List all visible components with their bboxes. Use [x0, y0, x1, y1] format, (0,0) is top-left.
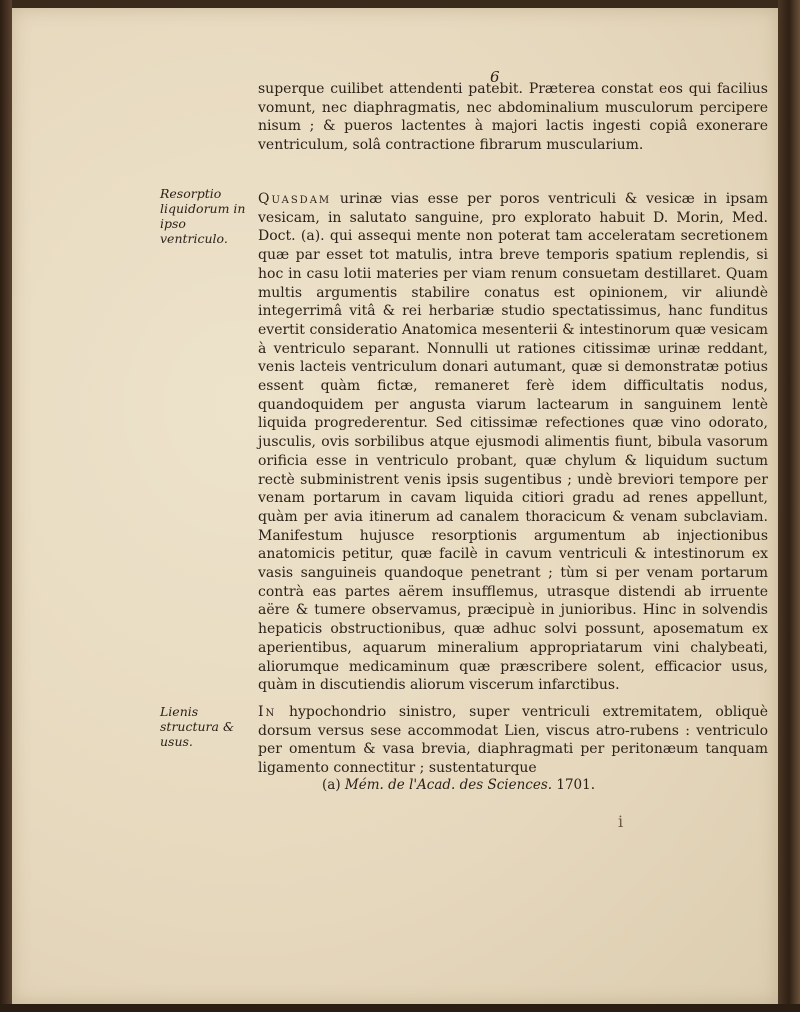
- marginal-note-resorptio: Resorptio liquidorum in ipso ventriculo.: [160, 186, 246, 246]
- paragraph-lead-word: Quasdam: [258, 191, 332, 207]
- paragraph-text: superque cuilibet attendenti patebit. Præterea constat eos qui facilius vomunt, nec diaphragmatis, nec abdominalium musculorum percipere nisum ; & pueros lactentes à majori lactis ingesti copiâ exonerare ventriculum, solâ contractione fibrarum muscularium.: [258, 81, 768, 154]
- paragraph-resorptio: [258, 190, 768, 695]
- paragraph-text: urinæ vias esse per poros ventriculi & vesicæ in ipsam vesicam, in salutato sanguine, pro explorato habuit D. Morin, Med. Doct. (a). qui assequi mente non poterat tam acceleratam secretionem quæ par esset tot matulis, intra breve temporis spatium replendis, si hoc in casu lotii materies per viam renum consuetam destillaret. Quam multis argumentis stabilire conatus est opinionem, vir aliundè integerrimâ vitâ & rei herbariæ studio spectatissimus, hanc funditus evertit consideratio Anatomica mesenterii & intestinorum quæ vesicam à ventriculo separant. Nonnulli ut rationes citissimæ urinæ reddant, venis lacteis ventriculum donari autumant, quæ si demonstratæ potius essent quàm fictæ, remaneret ferè idem difficultatis nodus, quandoquidem per angusta viarum lactearum in sanguinem lentè liquida progrederentur. Sed citissimæ refectiones quæ vino odorato, jusculis, ovis sorbilibus atque ejusmodi alimentis fiunt, bibula vasorum orificia esse in ventriculo probant, quæ chylum & liquidum suctum rectè subministrent venis ipsis sugentibus ; undè breviori tempore per venam portarum in cavam liquida citiori gradu ad renes appellunt, quàm per avia itinerum ad canalem thoracicum & venam subclaviam. Manifestum hujusce resorptionis argumentum ab injectionibus anatomicis petitur, quæ facilè in cavum ventriculi & intestinorum ex vasis sanguineis quandoque penetrant ; tùm si per venam portarum contrà eas partes aërem insufflemus, utrasque distendi ab irruente aëre & tumere observamus, præcipuè in junioribus. Hinc in solvendis hepaticis obstructionibus, quæ adhuc solvi possunt, aposematum ex aperientibus, aquarum mineralium appropriatarum vini chalybeati, aliorumque medicaminum quæ præscribere solent, efficacior usus, quàm in discutiendis aliorum viscerum infarctibus.: [258, 191, 768, 694]
- footnote-year: 1701.: [556, 777, 596, 793]
- footnote-marker: (a): [322, 777, 341, 793]
- footnote-title: Mém. de l'Acad. des Sciences.: [344, 777, 553, 793]
- paragraph-lead-word: In: [258, 704, 277, 720]
- marginal-note-lienis: Lienis structura & usus.: [160, 704, 235, 749]
- paragraph-continuation: [258, 80, 768, 155]
- paragraph-lienis: [258, 703, 768, 778]
- page-number: 6: [490, 68, 500, 86]
- right-page-edge: [778, 0, 800, 1012]
- signature-mark: i: [618, 812, 624, 831]
- left-page-edge: [0, 0, 12, 1012]
- bottom-page-edge: [0, 1004, 800, 1012]
- paragraph-text: hypochondrio sinistro, super ventriculi extremitatem, obliquè dorsum versus sese accommodat Lien, viscus atro-rubens : ventriculo per omentum & vasa brevia, diaphragmati per peritonæum tanquam ligamento connectitur ; sustentaturque: [258, 704, 768, 777]
- footnote: [322, 777, 595, 793]
